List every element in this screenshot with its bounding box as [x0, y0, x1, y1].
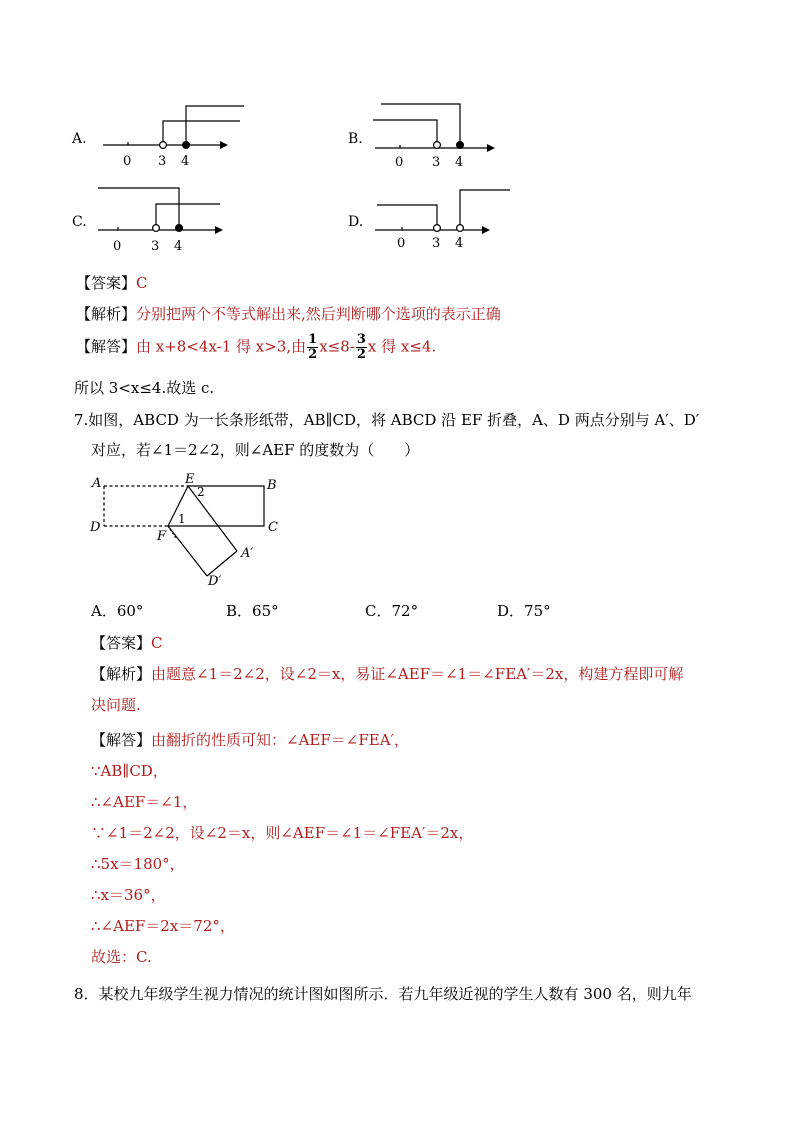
label-e: E [185, 472, 195, 487]
option-b-letter: B. [348, 131, 363, 147]
folded-edge-e-a1 [188, 486, 237, 551]
option-a-letter: A. [72, 131, 87, 147]
q8-stem-line1: 8．某校九年级学生视力情况的统计图如图所示．若九年级近视的学生人数有 300 名，则九年 [74, 985, 692, 1003]
q7-choice-a: A．60° [91, 602, 144, 620]
solution-part-b: x≤8- [319, 337, 355, 356]
option-c-tick-4: 4 [174, 239, 183, 254]
label-d: D [90, 520, 101, 535]
answer-value: C [136, 274, 148, 292]
option-b-tick-4: 4 [455, 155, 464, 170]
option-d-letter: D. [348, 214, 364, 230]
q7-solution-first: 由翻折的性质可知：∠AEF＝∠FEA′， [151, 731, 409, 749]
option-d-tick-4: 4 [455, 236, 464, 251]
label-angle-2: 2 [197, 485, 205, 499]
q7-stem-line2: 对应，若∠1＝2∠2，则∠AEF 的度数为（ ） [91, 441, 420, 459]
q7-step-6: ∴∠AEF＝2x＝72°， [91, 917, 235, 935]
option-a-tick-0: 0 [123, 154, 132, 169]
label-d-prime: D′ [208, 574, 222, 589]
fraction-2-numerator: 3 [356, 332, 366, 347]
fraction-1-denominator: 2 [308, 347, 318, 362]
option-d-tick-3: 3 [432, 236, 441, 251]
fraction-2-denominator: 2 [356, 347, 366, 362]
q7-answer-value: C [151, 634, 163, 652]
option-a-tick-4: 4 [181, 154, 190, 169]
q7-step-1: ∵AB∥CD， [91, 762, 168, 780]
answer-tag: 【答案】 [76, 274, 137, 292]
option-c-tick-0: 0 [113, 239, 122, 254]
q7-answer-line [91, 632, 163, 653]
q7-analysis-tag: 【解析】 [91, 665, 152, 683]
label-f: F [157, 529, 167, 544]
q7-step-2: ∴∠AEF＝∠1， [91, 793, 198, 811]
q7-step-4: ∴5x＝180°， [91, 855, 185, 873]
q7-step-3: ∵∠1＝2∠2，设∠2＝x，则∠AEF＝∠1＝∠FEA′＝2x， [91, 824, 474, 842]
q7-solution-line [91, 729, 409, 750]
q7-choice-c: C．72° [365, 602, 419, 620]
q7-analysis-line1 [91, 663, 683, 684]
q7-stem-line1: 7.如图，ABCD 为一长条形纸带，AB∥CD，将 ABCD 沿 EF 折叠，A、D 两点分别与 A′、D′ [74, 411, 700, 429]
label-c: C [268, 520, 278, 535]
option-c-tick-3: 3 [151, 239, 160, 254]
conclusion-text: 所以 3<x≤4.故选 c. [74, 379, 215, 397]
q7-choice-b: B．65° [226, 602, 279, 620]
q7-step-5: ∴x＝36°， [91, 886, 166, 904]
option-b-tick-3: 3 [432, 155, 441, 170]
label-a-prime: A′ [241, 546, 254, 561]
analysis-tag: 【解析】 [76, 305, 137, 323]
label-b: B [267, 478, 277, 493]
q7-answer-tag: 【答案】 [91, 634, 152, 652]
q7-choice-d: D．75° [497, 602, 551, 620]
solution-tag: 【解答】 [76, 337, 137, 356]
option-a-tick-3: 3 [158, 154, 167, 169]
option-c-letter: C. [72, 214, 87, 230]
q7-solution-tag: 【解答】 [91, 731, 152, 749]
option-b-tick-0: 0 [395, 155, 404, 170]
folded-edge-d1-a1 [207, 551, 237, 576]
fraction-1-numerator: 1 [308, 332, 318, 347]
folded-edge-f-d1 [168, 526, 207, 576]
analysis-text: 分别把两个不等式解出来,然后判断哪个选项的表示正确 [136, 305, 501, 323]
option-d-tick-0: 0 [397, 236, 406, 251]
label-angle-1: 1 [178, 512, 186, 526]
q7-step-7: 故选：C. [91, 948, 152, 966]
label-a: A [92, 476, 102, 491]
q7-analysis-text1: 由题意∠1＝2∠2，设∠2＝x，易证∠AEF＝∠1＝∠FEA′＝2x，构建方程即可解 [151, 665, 684, 683]
q7-analysis-line2: 决问题. [91, 696, 141, 714]
solution-part-c: x 得 x≤4. [367, 337, 437, 356]
solution-part-a: 由 x+8<4x-1 得 x>3,由 [136, 337, 307, 356]
